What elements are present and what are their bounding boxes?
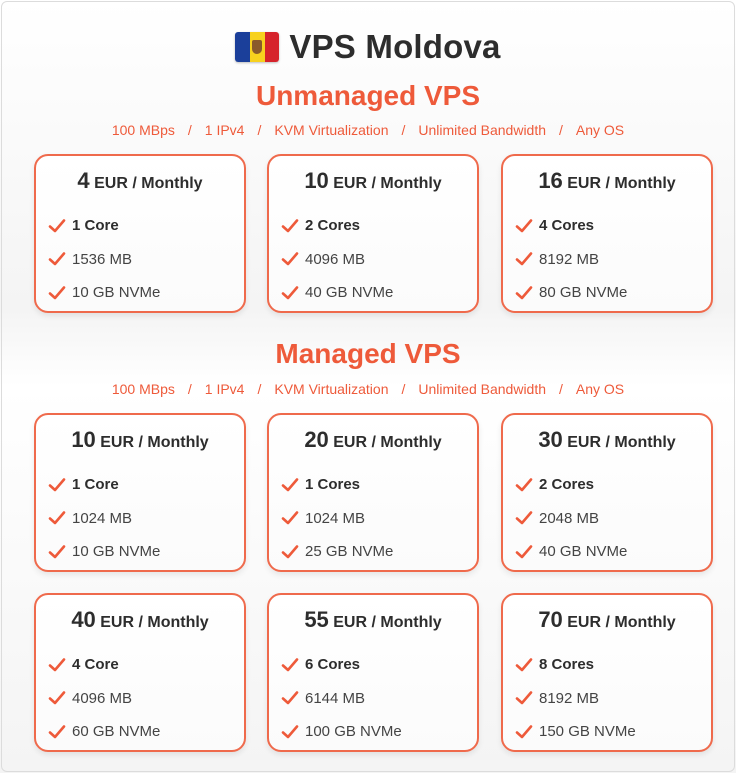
- managed-plan-card[interactable]: [501, 413, 713, 572]
- feature-separator: /: [187, 122, 192, 138]
- check-icon: [48, 284, 66, 302]
- spec-item: [281, 715, 402, 749]
- feature-item: Unlimited Bandwidth: [418, 381, 547, 397]
- feature-separator: /: [257, 122, 262, 138]
- spec-label: 10 GB NVMe: [72, 284, 161, 302]
- check-icon: [281, 217, 299, 235]
- check-icon: [281, 509, 299, 527]
- managed-feature-list: [0, 381, 736, 397]
- check-icon: [515, 476, 533, 494]
- feature-item: Any OS: [575, 122, 625, 138]
- feature-separator: /: [559, 381, 563, 397]
- spec-item: [281, 682, 402, 716]
- check-icon: [48, 689, 66, 707]
- moldova-flag-icon: [235, 32, 279, 62]
- check-icon: [515, 509, 533, 527]
- check-icon: [48, 723, 66, 741]
- spec-item: [48, 502, 160, 536]
- feature-item: Any OS: [575, 381, 625, 397]
- spec-item: [48, 276, 160, 310]
- spec-item: [515, 502, 627, 536]
- spec-label: 1 Core: [72, 476, 119, 494]
- check-icon: [281, 284, 299, 302]
- plan-price: [269, 427, 477, 453]
- feature-item: 1 IPv4: [204, 122, 245, 138]
- spec-item: [515, 276, 627, 310]
- page-title: VPS Moldova: [289, 28, 501, 65]
- plan-price: [36, 427, 244, 453]
- managed-plan-card[interactable]: [267, 413, 479, 572]
- feature-separator: /: [401, 381, 406, 397]
- check-icon: [515, 689, 533, 707]
- spec-item: [281, 535, 393, 569]
- spec-label: 4096 MB: [72, 689, 133, 707]
- managed-plan-card[interactable]: [34, 593, 246, 752]
- spec-item: [515, 648, 636, 682]
- plan-price: [269, 607, 477, 633]
- unmanaged-feature-list: [0, 122, 736, 138]
- check-icon: [515, 250, 533, 268]
- check-icon: [281, 476, 299, 494]
- feature-separator: /: [187, 381, 192, 397]
- price-amount: 4: [77, 168, 90, 193]
- spec-item: [48, 209, 160, 243]
- spec-item: [281, 502, 393, 536]
- price-amount: 30: [538, 427, 563, 452]
- price-period: EUR / Monthly: [100, 614, 209, 631]
- page-header: [0, 28, 736, 66]
- spec-label: 2 Cores: [305, 217, 361, 235]
- spec-item: [515, 535, 627, 569]
- managed-plan-card[interactable]: [501, 593, 713, 752]
- spec-item: [515, 243, 627, 277]
- unmanaged-plan-card[interactable]: [34, 154, 246, 313]
- feature-item: Unlimited Bandwidth: [418, 122, 547, 138]
- spec-item: [281, 468, 393, 502]
- plan-price: [36, 607, 244, 633]
- price-period: EUR / Monthly: [567, 175, 676, 192]
- managed-plan-card[interactable]: [267, 593, 479, 752]
- spec-list: [281, 209, 393, 310]
- price-amount: 70: [538, 607, 563, 632]
- check-icon: [48, 656, 66, 674]
- check-icon: [515, 543, 533, 561]
- spec-list: [281, 468, 393, 569]
- spec-item: [48, 535, 160, 569]
- spec-label: 1 Cores: [305, 476, 361, 494]
- unmanaged-section-title: Unmanaged VPS: [255, 80, 481, 111]
- check-icon: [48, 250, 66, 268]
- spec-list: [515, 468, 627, 569]
- check-icon: [515, 217, 533, 235]
- spec-item: [281, 243, 393, 277]
- spec-label: 40 GB NVMe: [305, 284, 394, 302]
- spec-item: [515, 682, 636, 716]
- plan-price: [36, 168, 244, 194]
- price-period: EUR / Monthly: [567, 614, 676, 631]
- spec-label: 10 GB NVMe: [72, 543, 161, 561]
- price-period: EUR / Monthly: [94, 175, 203, 192]
- price-amount: 10: [304, 168, 329, 193]
- feature-separator: /: [257, 381, 262, 397]
- plan-price: [503, 168, 711, 194]
- spec-label: 4 Core: [72, 656, 119, 674]
- managed-section-title: Managed VPS: [275, 338, 461, 369]
- spec-item: [515, 468, 627, 502]
- spec-label: 60 GB NVMe: [72, 723, 161, 741]
- check-icon: [515, 284, 533, 302]
- check-icon: [515, 656, 533, 674]
- feature-item: KVM Virtualization: [274, 122, 389, 138]
- spec-item: [281, 276, 393, 310]
- spec-item: [48, 715, 160, 749]
- spec-label: 100 GB NVMe: [305, 723, 402, 741]
- price-amount: 40: [71, 607, 96, 632]
- price-period: EUR / Monthly: [333, 175, 442, 192]
- price-period: EUR / Monthly: [333, 434, 442, 451]
- feature-separator: /: [401, 122, 406, 138]
- spec-list: [48, 648, 160, 749]
- feature-separator: /: [559, 122, 563, 138]
- spec-list: [281, 648, 402, 749]
- check-icon: [281, 689, 299, 707]
- managed-plan-card[interactable]: [34, 413, 246, 572]
- price-period: EUR / Monthly: [567, 434, 676, 451]
- spec-label: 1 Core: [72, 217, 119, 235]
- unmanaged-plan-card[interactable]: [501, 154, 713, 313]
- spec-item: [515, 715, 636, 749]
- check-icon: [281, 656, 299, 674]
- spec-list: [48, 468, 160, 569]
- spec-item: [281, 209, 393, 243]
- spec-label: 8192 MB: [539, 250, 600, 268]
- spec-label: 1024 MB: [72, 509, 133, 527]
- spec-item: [48, 468, 160, 502]
- check-icon: [281, 543, 299, 561]
- spec-label: 1024 MB: [305, 509, 366, 527]
- spec-label: 1536 MB: [72, 250, 133, 268]
- spec-list: [515, 209, 627, 310]
- feature-item: 100 MBps: [111, 122, 175, 138]
- spec-list: [515, 648, 636, 749]
- plan-price: [503, 427, 711, 453]
- plan-price: [503, 607, 711, 633]
- spec-item: [515, 209, 627, 243]
- spec-label: 6 Cores: [305, 656, 361, 674]
- price-amount: 20: [304, 427, 329, 452]
- check-icon: [48, 509, 66, 527]
- feature-item: 100 MBps: [111, 381, 175, 397]
- check-icon: [281, 250, 299, 268]
- spec-label: 4096 MB: [305, 250, 366, 268]
- price-amount: 16: [538, 168, 563, 193]
- price-amount: 55: [304, 607, 329, 632]
- check-icon: [515, 723, 533, 741]
- spec-label: 2048 MB: [539, 509, 600, 527]
- spec-label: 6144 MB: [305, 689, 366, 707]
- price-period: EUR / Monthly: [100, 434, 209, 451]
- spec-label: 80 GB NVMe: [539, 284, 628, 302]
- spec-item: [48, 648, 160, 682]
- spec-label: 150 GB NVMe: [539, 723, 636, 741]
- spec-label: 4 Cores: [539, 217, 595, 235]
- check-icon: [48, 543, 66, 561]
- unmanaged-plan-card[interactable]: [267, 154, 479, 313]
- spec-item: [281, 648, 402, 682]
- spec-list: [48, 209, 160, 310]
- check-icon: [48, 476, 66, 494]
- check-icon: [281, 723, 299, 741]
- spec-label: 40 GB NVMe: [539, 543, 628, 561]
- spec-label: 8192 MB: [539, 689, 600, 707]
- spec-label: 25 GB NVMe: [305, 543, 394, 561]
- plan-price: [269, 168, 477, 194]
- spec-label: 8 Cores: [539, 656, 595, 674]
- feature-item: 1 IPv4: [204, 381, 245, 397]
- spec-item: [48, 243, 160, 277]
- price-period: EUR / Monthly: [333, 614, 442, 631]
- spec-label: 2 Cores: [539, 476, 595, 494]
- feature-item: KVM Virtualization: [274, 381, 389, 397]
- price-amount: 10: [71, 427, 96, 452]
- spec-item: [48, 682, 160, 716]
- check-icon: [48, 217, 66, 235]
